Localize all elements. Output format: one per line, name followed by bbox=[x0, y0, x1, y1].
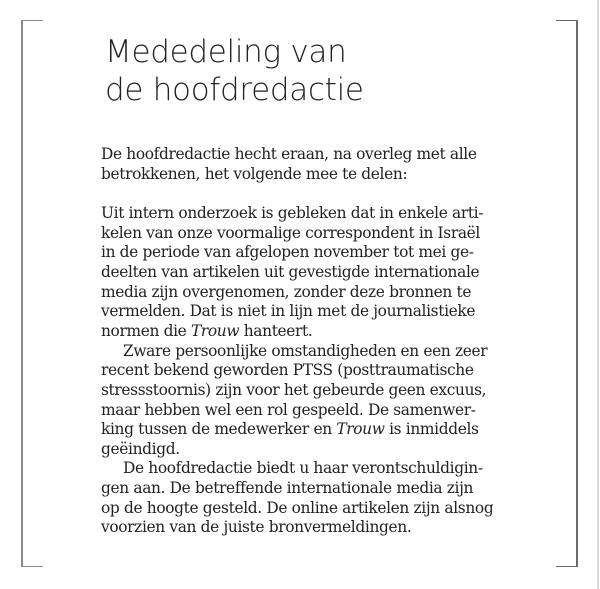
text-line: De hoofdredactie hecht eraan, na overleg met alle bbox=[101, 145, 477, 163]
text-line: voorzien van de juiste bronvermeldingen. bbox=[101, 518, 412, 537]
text-line bbox=[101, 420, 541, 440]
text-line: vermelden. Dat is niet in lijn met de journalistieke bbox=[101, 302, 476, 321]
paragraph-gap bbox=[101, 184, 541, 204]
notice-title bbox=[105, 33, 364, 109]
text-line: stressstoornis) zijn voor het gebeurde geen excuus, bbox=[101, 380, 487, 399]
text-line: op de hoogte gesteld. De online artikelen zijn alsnog bbox=[101, 498, 494, 517]
notice-body bbox=[101, 145, 541, 538]
right-frame-bracket bbox=[556, 20, 578, 567]
text-fragment: hanteert. bbox=[239, 321, 313, 340]
text-fragment: is inmiddels bbox=[384, 420, 479, 439]
paragraph-investigation bbox=[101, 204, 541, 342]
text-fragment: king tussen de medewerker en bbox=[101, 420, 337, 439]
page-edge-divider bbox=[597, 0, 599, 589]
text-line: betrokkenen, het volgende mee te delen: bbox=[101, 164, 408, 183]
text-line: deelten van artikelen uit gevestigde internationale bbox=[101, 262, 480, 281]
text-line: geëindigd. bbox=[101, 439, 180, 458]
text-line: Uit intern onderzoek is gebleken dat in enkele arti- bbox=[101, 203, 484, 222]
text-line: kelen van onze voormalige correspondent in Israël bbox=[101, 223, 480, 242]
text-line: in de periode van afgelopen november tot mei ge- bbox=[101, 243, 474, 262]
paragraph-circumstances bbox=[101, 342, 541, 460]
text-line: De hoofdredactie biedt u haar verontschuldigin- bbox=[123, 459, 483, 478]
text-line: media zijn overgenomen, zonder deze bronnen te bbox=[101, 282, 472, 301]
left-frame-bracket bbox=[21, 20, 43, 567]
newspaper-name: Trouw bbox=[190, 321, 240, 340]
text-line: gen aan. De betreffende internationale media zijn bbox=[101, 479, 474, 498]
text-line: maar hebben wel een rol gespeeld. De samenwer- bbox=[101, 400, 476, 419]
title-line-2: de hoofdredactie bbox=[105, 72, 364, 108]
paragraph-apology bbox=[101, 459, 541, 538]
intro-paragraph bbox=[101, 145, 541, 184]
text-line: Zware persoonlijke omstandigheden en een zeer bbox=[123, 341, 488, 360]
text-fragment: normen die bbox=[101, 321, 191, 340]
newspaper-name: Trouw bbox=[336, 420, 385, 439]
text-line: recent bekend geworden PTSS (posttraumatische bbox=[101, 361, 474, 380]
title-line-1: Mededeling van bbox=[105, 34, 347, 70]
text-line bbox=[101, 322, 541, 342]
